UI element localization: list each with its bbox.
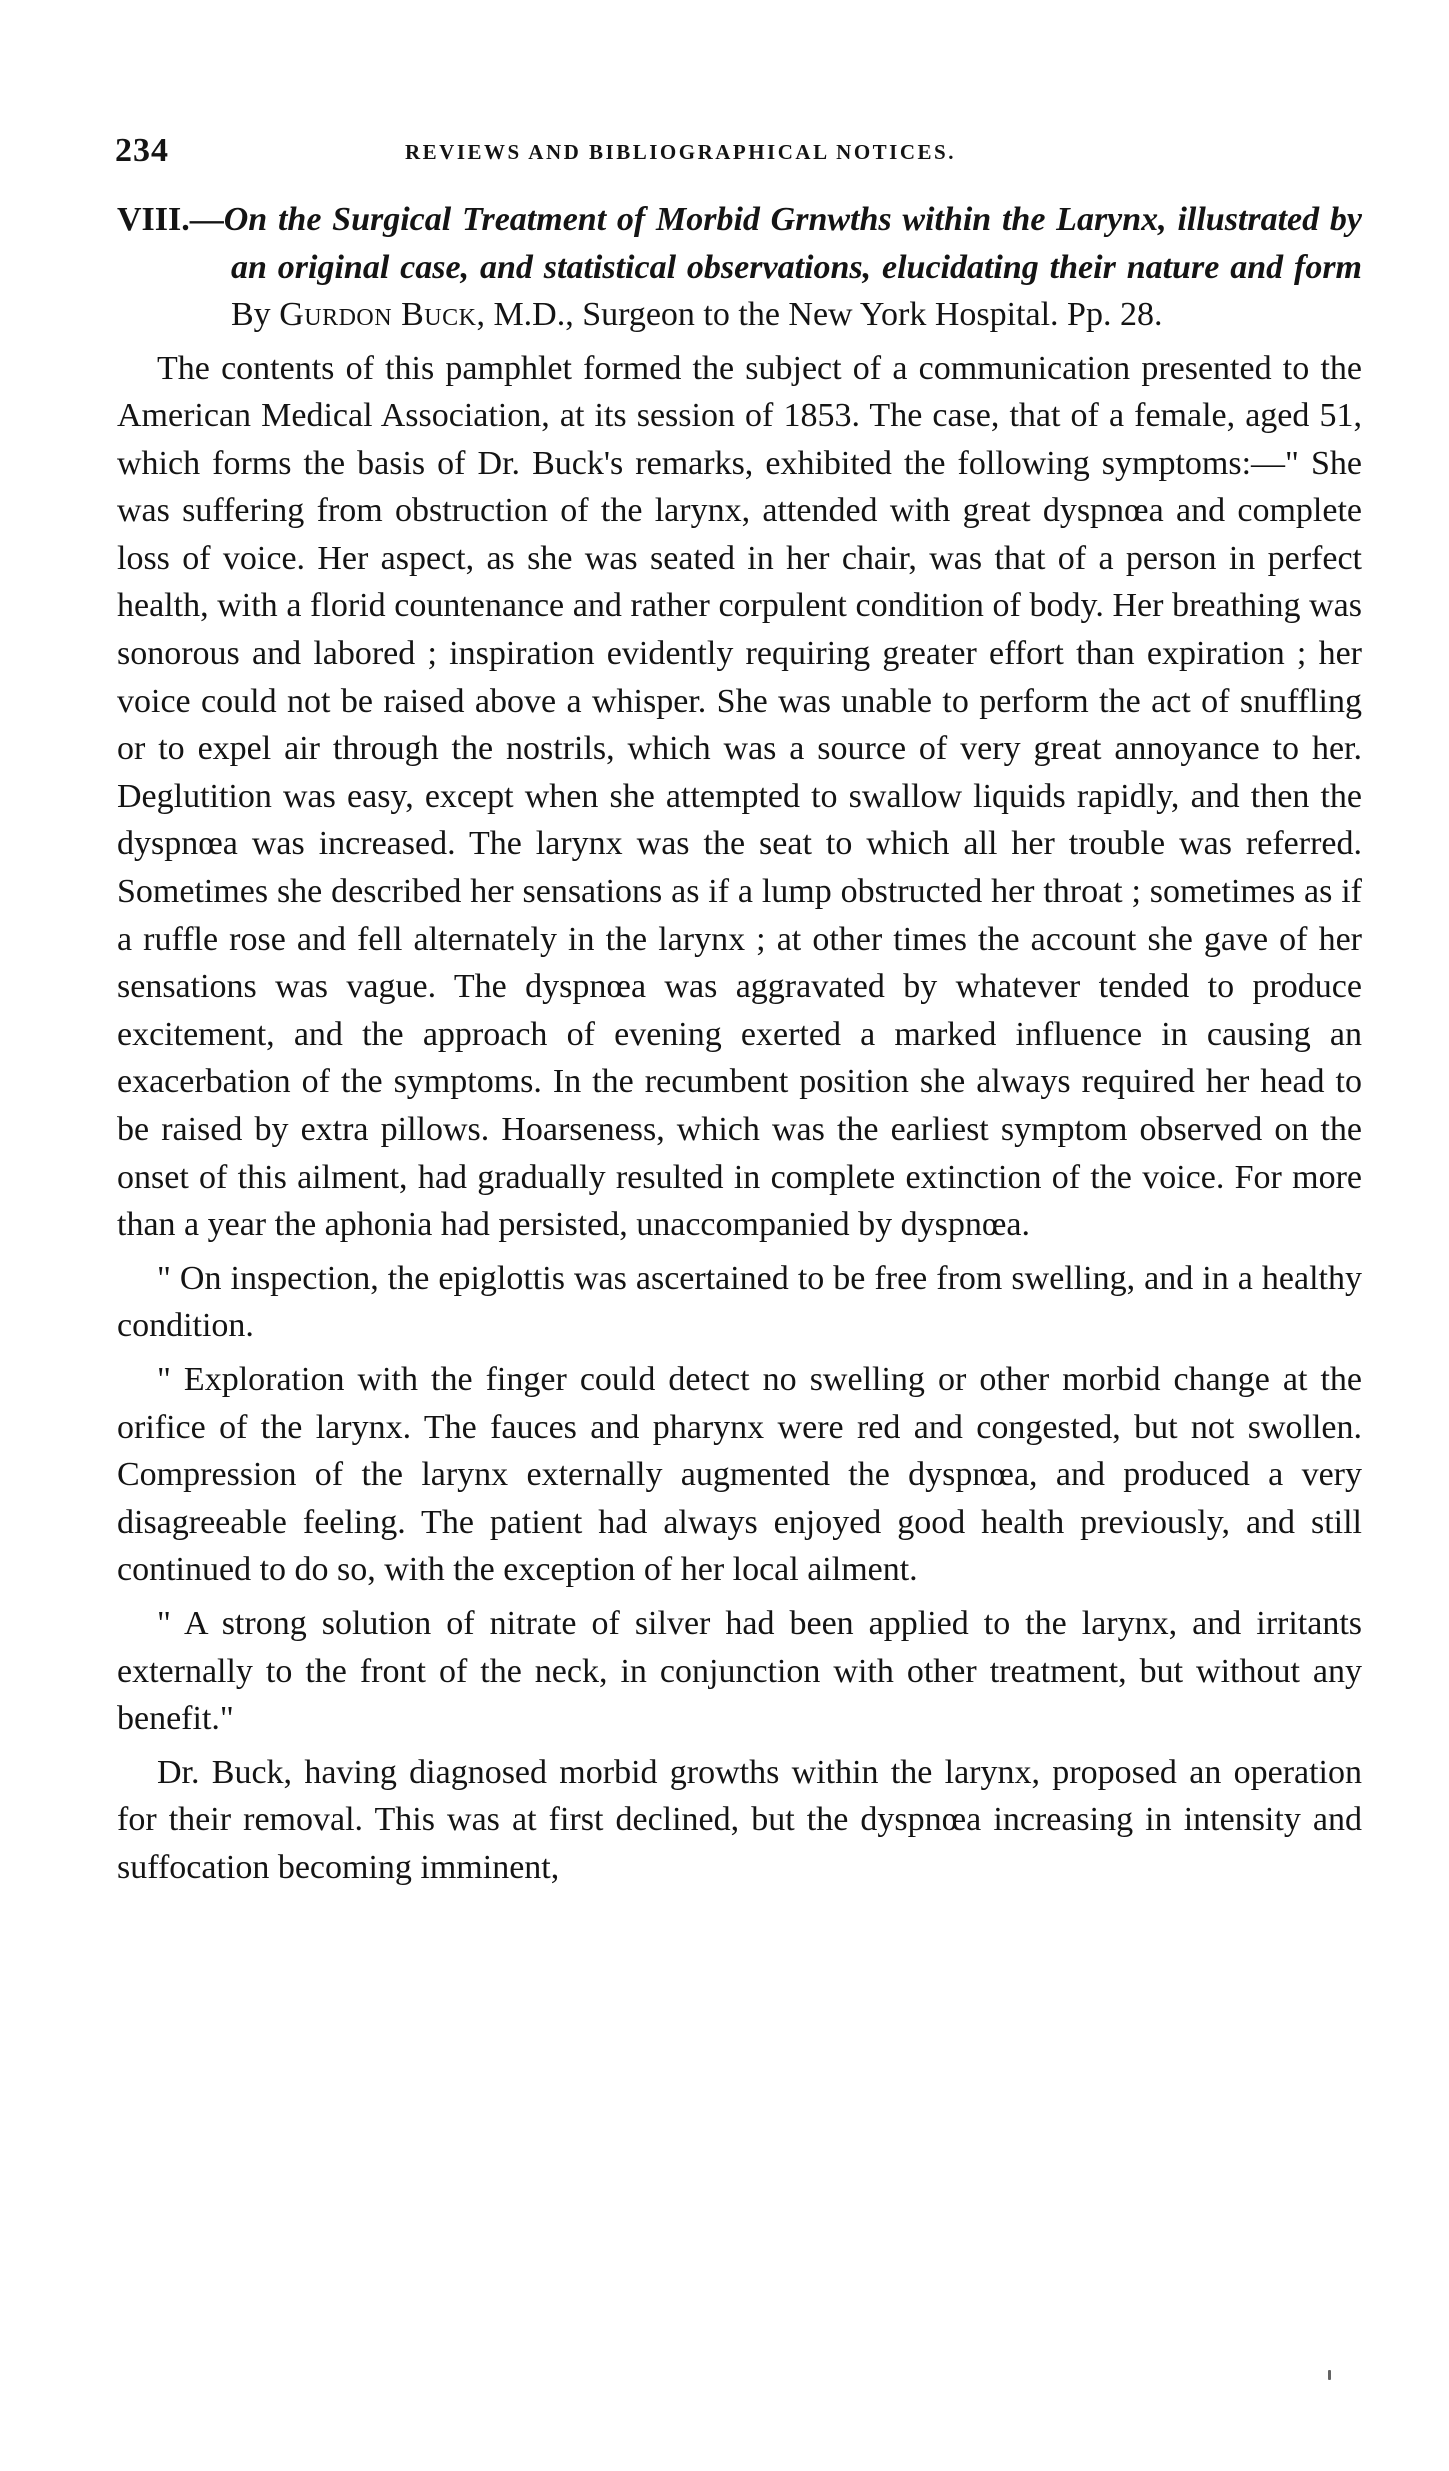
section-number: VIII.— [117, 201, 224, 238]
paragraph-5: Dr. Buck, having diagnosed morbid growths within the larynx, proposed an operation for their removal. This was at first declined, but the dyspnœa increasing in intensity and suffocation becoming imminent, [117, 1753, 1362, 1886]
article-body [117, 196, 1362, 1892]
paragraph-2: " On inspection, the epiglottis was ascertained to be free from swelling, and in a healthy condition. [117, 1259, 1362, 1345]
byline-suffix: , M.D., Surgeon to the New York Hospital. Pp. 28. [476, 296, 1163, 333]
page-header [115, 132, 1355, 172]
page-number: 234 [115, 132, 169, 169]
article-title: On the Surgical Treatment of Morbid Grnwths within the Larynx, illustrated by an original case, and statistical observations, elucidating their nature and form [223, 201, 1362, 286]
paragraph-3: " Exploration with the finger could detect no swelling or other morbid change at the orifice of the larynx. The fauces and pharynx were red and congested, but not swollen. Compression of the larynx externally augmented the dyspnœa, and produced a very disagreeable feeling. The patient had always enjoyed good health previously, and still continued to do so, with the exception of her local ailment. [117, 1360, 1362, 1589]
article-title-block [117, 196, 1362, 339]
paragraph-1: The contents of this pamphlet formed the subject of a communication presented to the American Medical Association, at its session of 1853. The case, that of a female, aged 51, which forms the basis of Dr. Buck's remarks, exhibited the following symptoms:—" She was suffering from obstruction of the larynx, attended with great dyspnœa and complete loss of voice. Her aspect, as she was seated in her chair, was that of a person in perfect health, with a florid countenance and rather corpulent condition of body. Her breathing was sonorous and labored ; inspiration evidently requiring greater effort than expiration ; her voice could not be raised above a whisper. She was unable to perform the act of snuffling or to expel air through the nostrils, which was a source of very great annoyance to her. Deglutition was easy, except when she attempted to swallow liquids rapidly, and then the dyspnœa was increased. The larynx was the seat to which all her trouble was referred. Sometimes she described her sensations as if a lump obstructed her throat ; sometimes as if a ruffle rose and fell alternately in the larynx ; at other times the account she gave of her sensations was vague. The dyspnœa was aggravated by whatever tended to produce excitement, and the approach of evening exerted a marked influence in causing an exacerbation of the symptoms. In the recumbent position she always required her head to be raised by extra pillows. Hoarseness, which was the earliest symptom observed on the onset of this ailment, had gradually resulted in complete extinction of the voice. For more than a year the aphonia had persisted, unaccompanied by dyspnœa. [117, 349, 1362, 1244]
paragraph-4: " A strong solution of nitrate of silver had been applied to the larynx, and irritants externally to the front of the neck, in conjunction with other treatment, but without any benefit." [117, 1604, 1362, 1738]
byline-prefix: By [231, 296, 271, 333]
print-mark [1328, 2370, 1331, 2380]
running-head: REVIEWS AND BIBLIOGRAPHICAL NOTICES. [405, 140, 956, 164]
byline [231, 296, 1162, 333]
author-name: Gurdon Buck [279, 296, 477, 333]
